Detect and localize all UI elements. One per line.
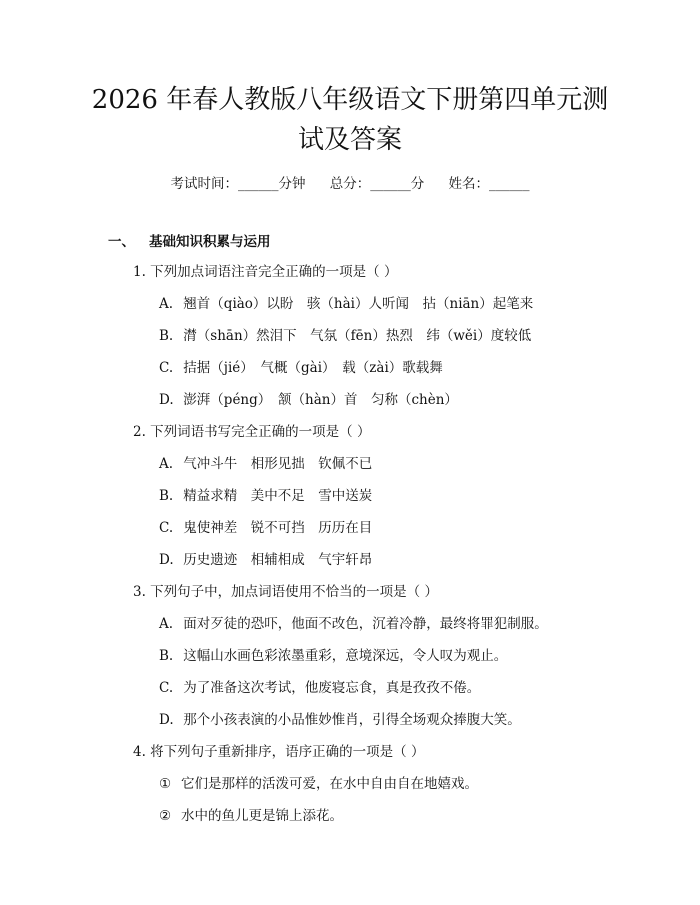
option-label: D. (159, 712, 174, 728)
exam-meta (0, 172, 700, 192)
option-text: 精益求精 美中不足 雪中送炭 (183, 488, 373, 504)
section-number: 一、 (108, 234, 135, 250)
option-text: 拮据（jié） 气概（gài） 载（zài）歌载舞 (183, 360, 443, 376)
option-text: 面对歹徒的恐吓，他面不改色，沉着冷静，最终将罪犯制服。 (183, 616, 548, 632)
option-line (159, 614, 548, 634)
clause-line (159, 774, 478, 794)
question-stem: 4. 将下列句子重新排序，语序正确的一项是（ ） (133, 744, 425, 760)
option-line (159, 454, 372, 474)
section-title: 基础知识积累与运用 (149, 234, 271, 250)
clause-text: 水中的鱼儿更是锦上添花。 (181, 808, 343, 824)
exam-name-field: 姓名：______ (448, 176, 530, 192)
clause-mark: ① (159, 776, 172, 792)
option-text: 历史遗迹 相辅相成 气宇轩昂 (183, 552, 373, 568)
exam-time-field: 考试时间：______分钟 (170, 176, 306, 192)
question-stem: 1. 下列加点词语注音完全正确的一项是（ ） (133, 264, 398, 280)
option-line (159, 294, 533, 314)
option-label: B. (159, 648, 174, 664)
option-text: 澎湃（péng） 颔（hàn）首 匀称（chèn） (183, 392, 458, 408)
option-label: A. (159, 616, 174, 632)
question-stem: 2. 下列词语书写完全正确的一项是（ ） (133, 424, 371, 440)
option-label: D. (159, 552, 174, 568)
option-label: A. (159, 456, 174, 472)
section-heading (108, 230, 271, 250)
option-label: C. (159, 360, 174, 376)
option-line (159, 646, 507, 666)
option-text: 这幅山水画色彩浓墨重彩，意境深远，令人叹为观止。 (183, 648, 508, 664)
option-line (159, 486, 372, 506)
option-text: 潸（shān）然泪下 气氛（fēn）热烈 纬（wěi）度较低 (183, 328, 532, 344)
option-text: 为了准备这次考试，他废寝忘食，真是孜孜不倦。 (183, 680, 481, 696)
option-label: B. (159, 328, 174, 344)
option-label: C. (159, 680, 174, 696)
option-label: B. (159, 488, 174, 504)
option-text: 那个小孩表演的小品惟妙惟肖，引得全场观众捧腹大笑。 (183, 712, 521, 728)
option-line (159, 710, 521, 730)
document-title-line-2: 试及答案 (297, 125, 402, 155)
option-line (159, 518, 372, 538)
question-stem: 3. 下列句子中，加点词语使用不恰当的一项是（ ） (133, 584, 438, 600)
option-line (159, 390, 458, 410)
option-label: D. (159, 392, 174, 408)
option-label: A. (159, 296, 174, 312)
option-label: C. (159, 520, 174, 536)
exam-score-field: 总分：______分 (329, 176, 425, 192)
clause-text: 它们是那样的活泼可爱，在水中自由自在地嬉戏。 (181, 776, 478, 792)
clause-line (159, 806, 343, 826)
option-text: 气冲斗牛 相形见拙 钦佩不已 (183, 456, 373, 472)
clause-mark: ② (159, 808, 172, 824)
option-text: 翘首（qiào）以盼 骇（hài）人听闻 拈（niān）起笔来 (183, 296, 534, 312)
option-line (159, 326, 531, 346)
option-line (159, 358, 443, 378)
document-title-line-1: 2026 年春人教版八年级语文下册第四单元测 (91, 85, 609, 115)
option-line (159, 550, 372, 570)
option-text: 鬼使神差 锐不可挡 历历在目 (183, 520, 373, 536)
option-line (159, 678, 480, 698)
